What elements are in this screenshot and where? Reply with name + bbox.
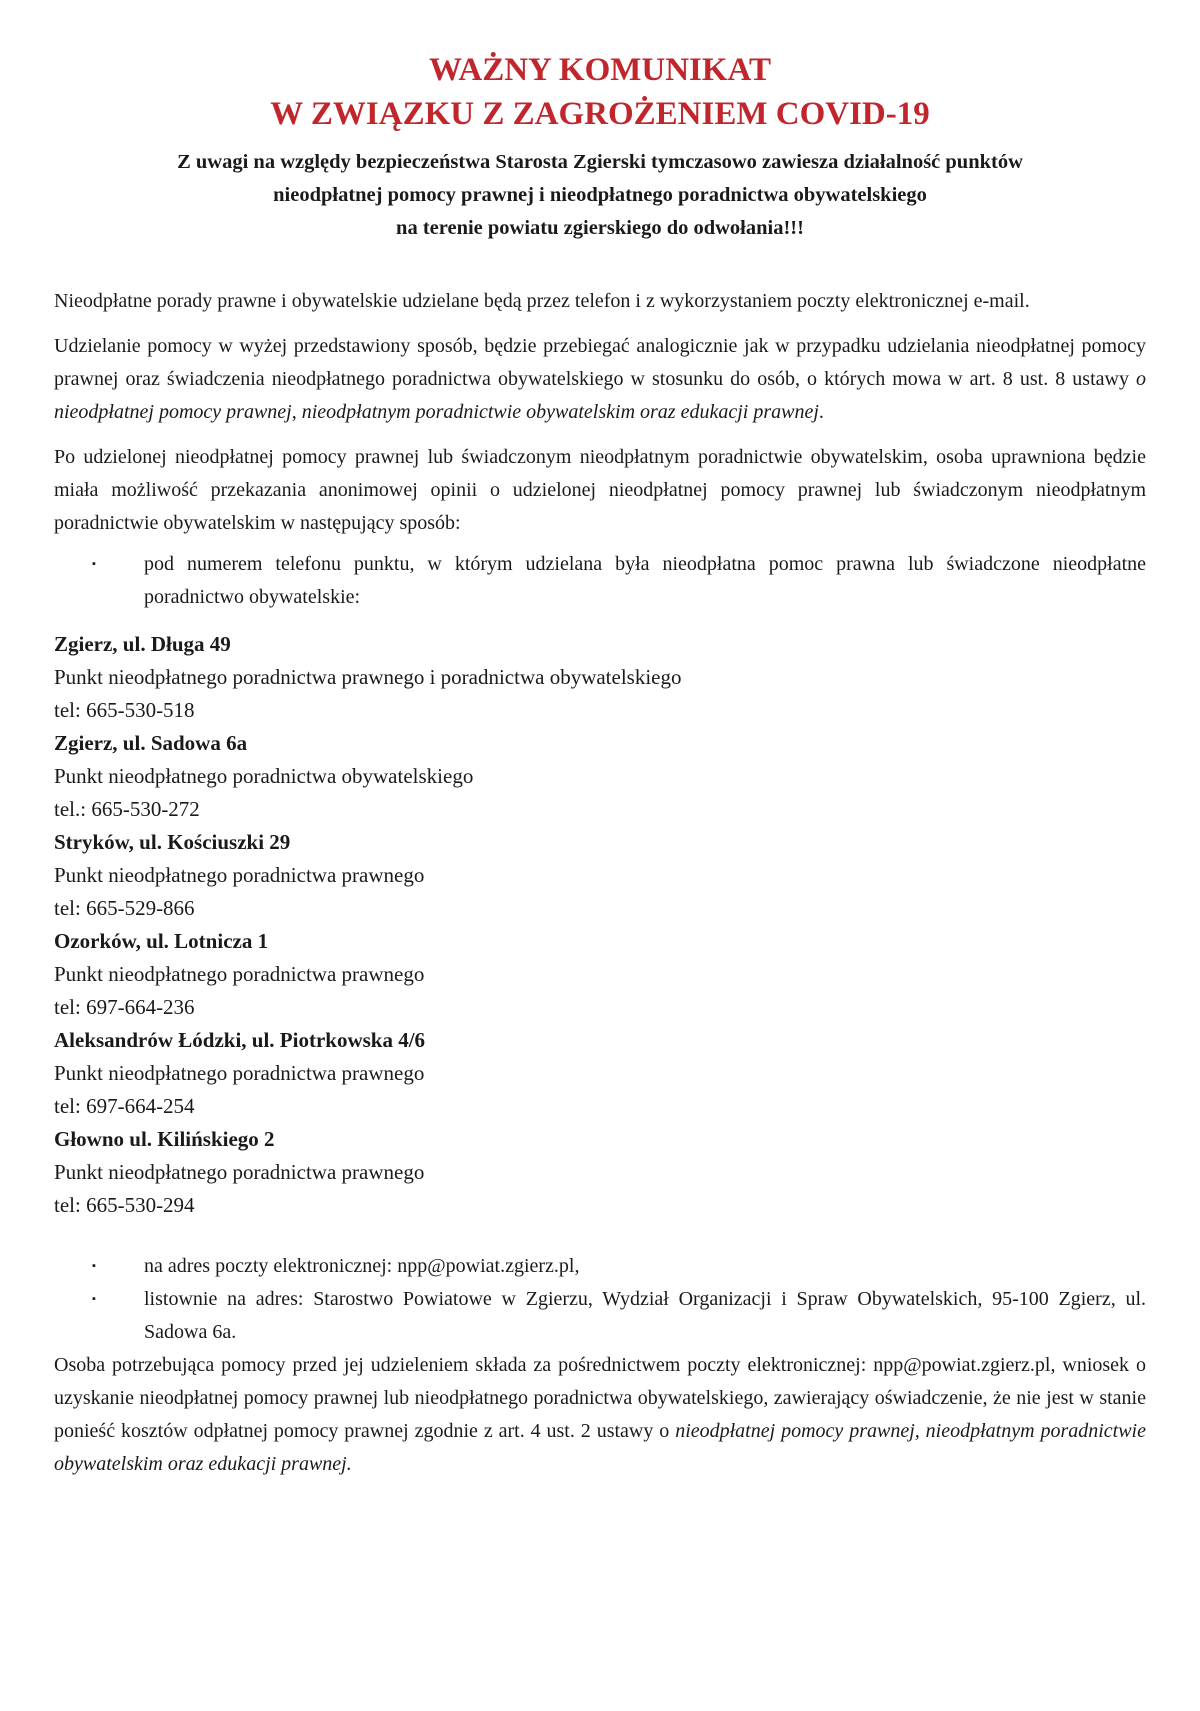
point-description: Punkt nieodpłatnego poradnictwa prawnego bbox=[54, 962, 425, 986]
title-line-2: W ZWIĄZKU Z ZAGROŻENIEM COVID-19 bbox=[270, 96, 930, 132]
point-description: Punkt nieodpłatnego poradnictwa prawnego bbox=[54, 1061, 425, 1085]
point-address: Zgierz, ul. Sadowa 6a bbox=[54, 731, 248, 755]
list-item-email: ▪ na adres poczty elektronicznej: npp@powiat.zgierz.pl, bbox=[92, 1250, 1146, 1283]
subtitle-line-1: Z uwagi na względy bezpieczeństwa Starosta Zgierski tymczasowo zawiesza działalność punktów bbox=[177, 151, 1023, 173]
point-address: Aleksandrów Łódzki, ul. Piotrkowska 4/6 bbox=[54, 1028, 426, 1052]
paragraph-application-text: Osoba potrzebująca pomocy przed jej udzieleniem składa za pośrednictwem poczty elektronicznej: npp@powiat.zgierz.pl, wniosek o uzyskanie nieodpłatnej pomocy prawnej lub nieodpłatnego poradnictwa obywatelskiego, zawierający oświadczenie, że nie jest w stanie ponieść kosztów odpłatnej pomocy prawnej zgodnie z art. 4 ust. 2 ustawy o bbox=[54, 1354, 1146, 1442]
point-address: Stryków, ul. Kościuszki 29 bbox=[54, 830, 291, 854]
paragraph-feedback: Po udzielonej nieodpłatnej pomocy prawnej lub świadczonym nieodpłatnym poradnictwie obywatelskim, osoba uprawniona będzie miała możliwość przekazania anonimowej opinii o udzielonej nieodpłatnej pomocy prawnej lub świadczonym nieodpłatnym poradnictwie obywatelskim w następujący sposób: bbox=[54, 446, 1146, 534]
paragraph-procedure-end: . bbox=[818, 401, 824, 423]
paragraph-remote-advice: Nieodpłatne porady prawne i obywatelskie udzielane będą przez telefon i z wykorzystaniem poczty elektronicznej e-mail. bbox=[54, 290, 1030, 312]
point-entry bbox=[54, 1123, 1146, 1222]
point-phone: tel: 697-664-254 bbox=[54, 1094, 195, 1118]
page-subtitle bbox=[54, 146, 1146, 245]
title-line-1: WAŻNY KOMUNIKAT bbox=[429, 52, 771, 88]
feedback-methods-list bbox=[54, 548, 1146, 614]
act-title-italic: o nieodpłatnej pomocy prawnej, nieodpłatnym poradnictwie obywatelskim oraz edukacji prawnej bbox=[54, 368, 1146, 423]
point-address: Zgierz, ul. Długa 49 bbox=[54, 632, 231, 656]
point-description: Punkt nieodpłatnego poradnictwa prawnego bbox=[54, 863, 425, 887]
point-address: Głowno ul. Kilińskiego 2 bbox=[54, 1127, 275, 1151]
page-title bbox=[54, 48, 1146, 136]
list-item-post: ▪ listownie na adres: Starostwo Powiatowe w Zgierzu, Wydział Organizacji i Spraw Obywatelskich, 95-100 Zgierz, ul. Sadowa 6a. bbox=[92, 1283, 1146, 1349]
point-entry bbox=[54, 826, 1146, 925]
point-entry bbox=[54, 1024, 1146, 1123]
point-phone: tel.: 665-530-272 bbox=[54, 797, 200, 821]
subtitle-line-3: na terenie powiatu zgierskiego do odwołania!!! bbox=[396, 217, 804, 239]
point-entry bbox=[54, 628, 1146, 727]
paragraph-procedure-text: Udzielanie pomocy w wyżej przedstawiony sposób, będzie przebiegać analogicznie jak w przypadku udzielania nieodpłatnej pomocy prawnej oraz świadczenia nieodpłatnego poradnictwa obywatelskiego w stosunku do osób, o których mowa w art. 8 ust. 8 ustawy bbox=[54, 335, 1146, 390]
point-phone: tel: 665-530-294 bbox=[54, 1193, 195, 1217]
paragraph-procedure bbox=[54, 330, 1146, 429]
point-phone: tel: 697-664-236 bbox=[54, 995, 195, 1019]
list-item-phone: ▪ pod numerem telefonu punktu, w którym udzielana była nieodpłatna pomoc prawna lub świadczone nieodpłatne poradnictwo obywatelskie: bbox=[92, 548, 1146, 614]
point-description: Punkt nieodpłatnego poradnictwa prawnego i poradnictwa obywatelskiego bbox=[54, 665, 682, 689]
feedback-methods-list-continued bbox=[54, 1250, 1146, 1349]
subtitle-line-2: nieodpłatnej pomocy prawnej i nieodpłatnego poradnictwa obywatelskiego bbox=[273, 184, 927, 206]
act-title-italic-2: nieodpłatnej pomocy prawnej, nieodpłatnym poradnictwie obywatelskim oraz edukacji prawnej. bbox=[54, 1420, 1146, 1475]
points-list bbox=[54, 628, 1146, 1222]
point-description: Punkt nieodpłatnego poradnictwa obywatelskiego bbox=[54, 764, 474, 788]
point-description: Punkt nieodpłatnego poradnictwa prawnego bbox=[54, 1160, 425, 1184]
point-entry bbox=[54, 727, 1146, 826]
point-phone: tel: 665-529-866 bbox=[54, 896, 195, 920]
point-phone: tel: 665-530-518 bbox=[54, 698, 195, 722]
paragraph-application bbox=[54, 1349, 1146, 1481]
point-entry bbox=[54, 925, 1146, 1024]
point-address: Ozorków, ul. Lotnicza 1 bbox=[54, 929, 269, 953]
